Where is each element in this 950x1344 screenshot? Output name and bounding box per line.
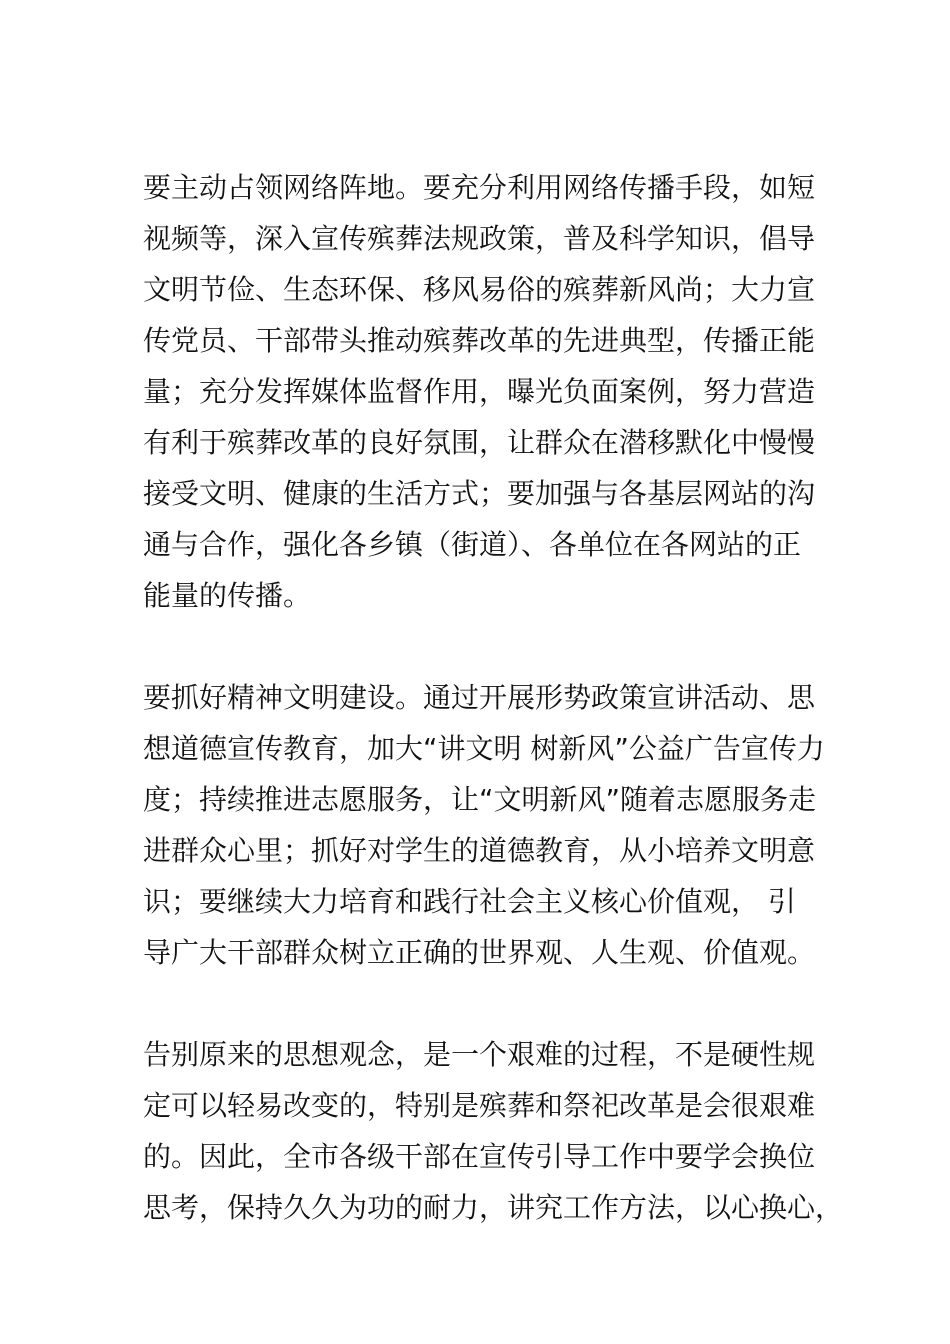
text-line: 要抓好精神文明建设。通过开展形势政策宣讲活动、思 (143, 681, 816, 714)
text-line: 告别原来的思想观念，是一个艰难的过程，不是硬性规 (143, 1038, 816, 1071)
text-line: 思考，保持久久为功的耐力，讲究工作方法，以心换心， (143, 1191, 844, 1224)
text-line: 文明节俭、生态环保、移风易俗的殡葬新风尚；大力宣 (143, 273, 816, 306)
document-body (143, 162, 844, 1284)
text-line: 进群众心里；抓好对学生的道德教育，从小培养文明意 (143, 834, 816, 867)
text-line: 的。因此，全市各级干部在宣传引导工作中要学会换位 (143, 1140, 816, 1173)
text-line: 想道德宣传教育，加大“讲文明 树新风”公益广告宣传力 (143, 732, 825, 765)
text-line: 传党员、干部带头推动殡葬改革的先进典型，传播正能 (143, 324, 816, 357)
text-line: 通与合作，强化各乡镇（街道）、各单位在各网站的正 (143, 528, 802, 561)
text-line: 能量的传播。 (143, 579, 312, 612)
paragraph-changing-mindset (143, 1029, 844, 1233)
text-line: 接受文明、健康的生活方式；要加强与各基层网站的沟 (143, 477, 816, 510)
text-line: 有利于殡葬改革的良好氛围，让群众在潜移默化中慢慢 (143, 426, 816, 459)
text-line: 视频等，深入宣传殡葬法规政策，普及科学知识，倡导 (143, 222, 816, 255)
text-line: 定可以轻易改变的，特别是殡葬和祭祀改革是会很艰难 (143, 1089, 816, 1122)
text-line: 识；要继续大力培育和践行社会主义核心价值观， 引 (143, 885, 796, 918)
text-line: 要主动占领网络阵地。要充分利用网络传播手段，如短 (143, 171, 816, 204)
text-line: 度；持续推进志愿服务，让“文明新风”随着志愿服务走 (143, 783, 817, 816)
paragraph-online-publicity (143, 162, 816, 621)
paragraph-spiritual-civilization (143, 672, 825, 978)
text-line: 量；充分发挥媒体监督作用，曝光负面案例，努力营造 (143, 375, 816, 408)
text-line: 导广大干部群众树立正确的世界观、人生观、价值观。 (143, 936, 816, 969)
